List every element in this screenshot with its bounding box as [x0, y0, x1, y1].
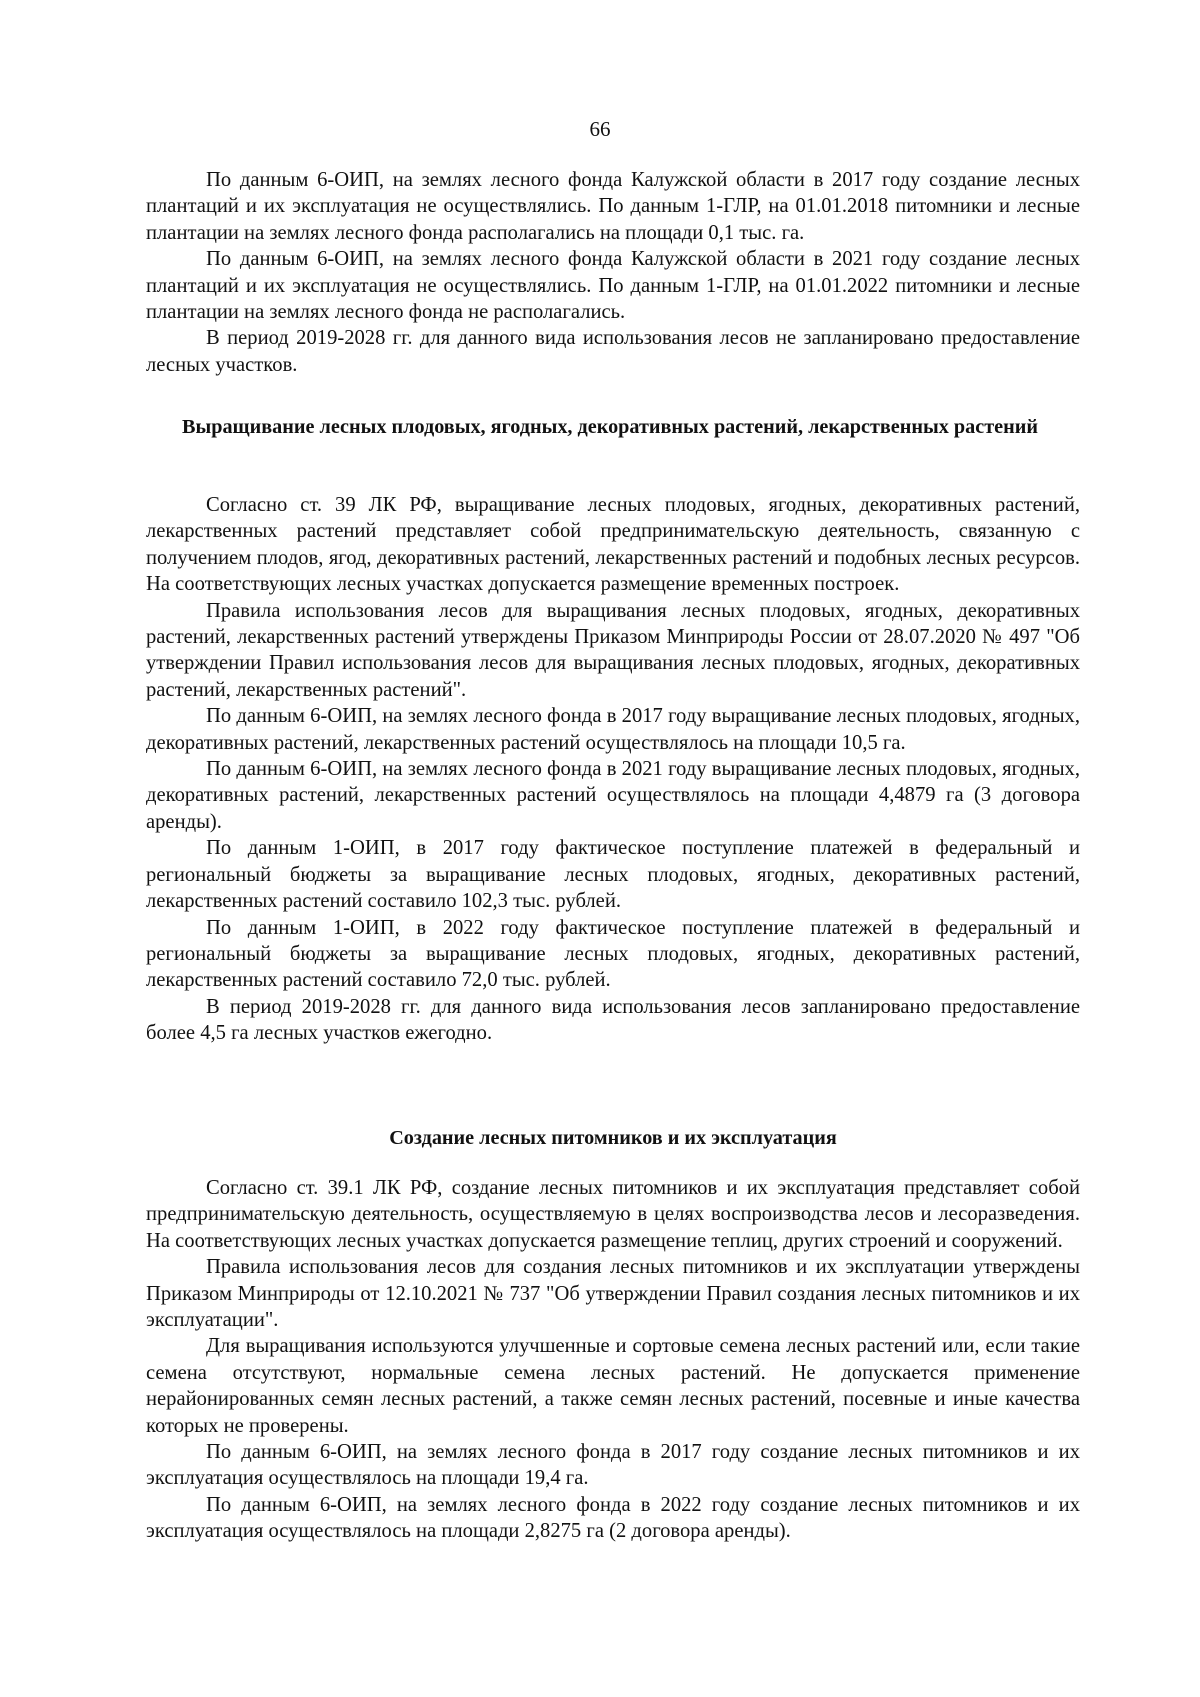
paragraph: Для выращивания используются улучшенные и сортовые семена лесных растений или, если такие семена отсутствуют, нормальные семена лесных растений. Не допускается применение нерайонированных семян лесных растений, а также семян лесных растений, посевные и иные качества которых не проверены. [146, 1335, 1080, 1437]
section-heading-cultivation: Выращивание лесных плодовых, ягодных, декоративных растений, лекарственных растений [182, 416, 1038, 438]
paragraph: По данным 6-ОИП, на землях лесного фонда в 2017 году выращивание лесных плодовых, ягодных, декоративных растений, лекарственных растений осуществлялось на площади 10,5 га. [146, 705, 1080, 754]
paragraph: В период 2019-2028 гг. для данного вида использования лесов не запланировано предоставление лесных участков. [146, 327, 1080, 376]
paragraph: В период 2019-2028 гг. для данного вида использования лесов запланировано предоставление более 4,5 га лесных участков ежегодно. [146, 995, 1080, 1045]
paragraph: Согласно ст. 39 ЛК РФ, выращивание лесных плодовых, ягодных, декоративных растений, лекарственных растений представляет собой предпринимательскую деятельность, связанную с получением плодов, ягод, декоративных растений, лекарственных растений и подобных лесных ресурсов. На соответствующих лесных участках допускается размещение временных построек. [146, 494, 1080, 596]
paragraph: Правила использования лесов для выращивания лесных плодовых, ягодных, декоративных растений, лекарственных растений утверждены Приказом Минприроды России от 28.07.2020 № 497 "Об утверждении Правил использования лесов для выращивания лесных плодовых, ягодных, декоративных растений, лекарственных растений". [146, 599, 1080, 701]
section-heading-nurseries: Создание лесных питомников и их эксплуатация [389, 1127, 837, 1149]
cultivation-text-block [146, 492, 1080, 1047]
nurseries-text-block [146, 1175, 1080, 1545]
paragraph: По данным 6-ОИП, на землях лесного фонда Калужской области в 2021 году создание лесных плантаций и их эксплуатация не осуществлялись. По данным 1-ГЛР, на 01.01.2022 питомники и лесные плантации на землях лесного фонда не располагались. [146, 248, 1080, 324]
paragraph: По данным 1-ОИП, в 2022 году фактическое поступление платежей в федеральный и региональный бюджеты за выращивание лесных плодовых, ягодных, декоративных растений, лекарственных растений составило 72,0 тыс. рублей. [146, 916, 1080, 992]
paragraph: Правила использования лесов для создания лесных питомников и их эксплуатации утверждены Приказом Минприроды от 12.10.2021 № 737 "Об утверждении Правил создания лесных питомников и их эксплуатации". [146, 1256, 1080, 1332]
paragraph: По данным 6-ОИП, на землях лесного фонда в 2022 году создание лесных питомников и их эксплуатация осуществлялось на площади 2,8275 га (2 договора аренды). [146, 1493, 1080, 1543]
paragraph: Согласно ст. 39.1 ЛК РФ, создание лесных питомников и их эксплуатация представляет собой предпринимательскую деятельность, осуществляемую в целях воспроизводства лесов и лесоразведения. На соответствующих лесных участках допускается размещение теплиц, других строений и сооружений. [146, 1177, 1080, 1252]
paragraph: По данным 6-ОИП, на землях лесного фонда в 2017 году создание лесных питомников и их эксплуатация осуществлялось на площади 19,4 га. [146, 1441, 1080, 1490]
page-number: 66 [589, 117, 611, 141]
paragraph: По данным 6-ОИП, на землях лесного фонда Калужской области в 2017 году создание лесных плантаций и их эксплуатация не осуществлялись. По данным 1-ГЛР, на 01.01.2018 питомники и лесные плантации на землях лесного фонда располагались на площади 0,1 тыс. га. [146, 169, 1080, 244]
paragraph: По данным 6-ОИП, на землях лесного фонда в 2021 году выращивание лесных плодовых, ягодных, декоративных растений, лекарственных растений осуществлялось на площади 4,4879 га (3 договора аренды). [146, 758, 1080, 833]
intro-text-block [146, 167, 1080, 378]
paragraph: По данным 1-ОИП, в 2017 году фактическое поступление платежей в федеральный и региональный бюджеты за выращивание лесных плодовых, ягодных, декоративных растений, лекарственных растений составило 102,3 тыс. рублей. [146, 837, 1080, 913]
